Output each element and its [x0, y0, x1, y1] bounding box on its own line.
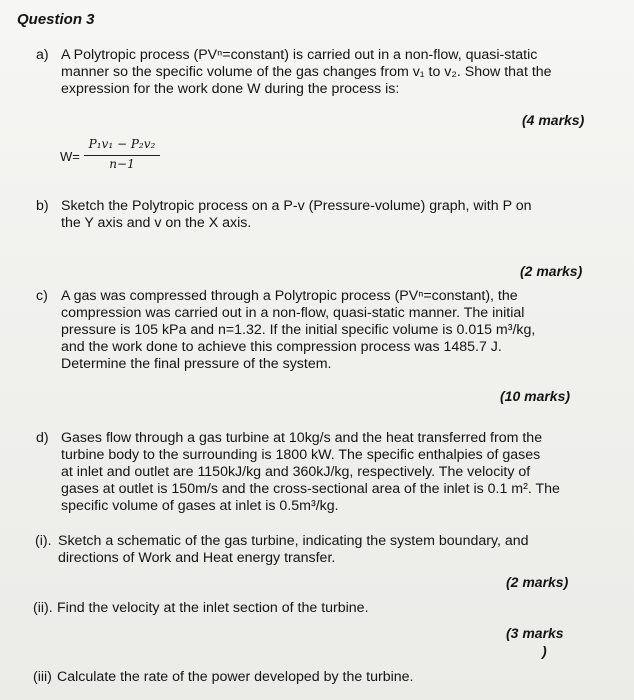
part-d-iii-text: Calculate the rate of the power developed by the turbine. — [57, 669, 414, 685]
formula-denominator: n−1 — [109, 157, 135, 171]
part-d-i-label: (i). — [35, 533, 52, 549]
part-d-i-line-1: Sketch a schematic of the gas turbine, indicating the system boundary, and — [58, 533, 529, 549]
part-d-ii-marks-close: ) — [542, 643, 547, 659]
part-b-text — [61, 198, 621, 232]
part-d-line-4: gases at outlet is 150m/s and the cross-sectional area of the inlet is 0.1 m². The — [61, 481, 560, 497]
part-d-line-3: at inlet and outlet are 1150kJ/kg and 360kJ/kg, respectively. The velocity of — [61, 464, 531, 480]
part-b-label: b) — [36, 198, 49, 214]
part-a-marks: (4 marks) — [522, 112, 585, 128]
part-c-line-5: Determine the final pressure of the system. — [61, 356, 332, 372]
part-d-line-5: specific volume of gases at inlet is 0.5m³/kg. — [61, 498, 339, 514]
part-d-ii-text: Find the velocity at the inlet section of the turbine. — [57, 600, 369, 616]
work-formula — [60, 135, 170, 175]
part-c-line-2: compression was carried out in a non-flow, quasi-static manner. The initial — [61, 305, 525, 321]
part-d-i-text — [58, 533, 618, 567]
part-a-line-3: expression for the work done W during the process is: — [61, 81, 400, 97]
part-c-line-4: and the work done to achieve this compression process was 1485.7 J. — [61, 339, 502, 355]
part-a-text — [61, 47, 621, 98]
part-d-ii-label: (ii). — [33, 600, 53, 616]
part-c-text — [61, 288, 621, 373]
part-d-label: d) — [36, 430, 49, 446]
question-title: Question 3 — [17, 11, 95, 28]
part-d-text — [61, 430, 621, 515]
part-d-line-1: Gases flow through a gas turbine at 10kg/s and the heat transferred from the — [61, 430, 543, 446]
part-d-line-2: turbine body to the surrounding is 1800 kW. The specific enthalpies of gases — [61, 447, 541, 463]
part-c-marks: (10 marks) — [500, 388, 571, 404]
part-d-i-marks: (2 marks) — [506, 574, 569, 590]
part-c-label: c) — [36, 288, 48, 304]
formula-numerator: P₁v₁ − P₂v₂ — [88, 137, 156, 151]
part-b-line-2: the Y axis and v on the X axis. — [61, 215, 252, 231]
part-d-iii-label: (iii) — [33, 669, 52, 685]
part-b-marks: (2 marks) — [520, 263, 583, 279]
part-c-line-3: pressure is 105 kPa and n=1.32. If the initial specific volume is 0.015 m³/kg, — [61, 322, 536, 338]
formula-lhs: W= — [60, 149, 80, 164]
part-d-i-line-2: directions of Work and Heat energy transfer. — [58, 550, 336, 566]
part-d-ii-marks: (3 marks — [506, 625, 564, 641]
part-a-line-2: manner so the specific volume of the gas changes from v₁ to v₂. Show that the — [61, 64, 552, 80]
part-c-line-1: A gas was compressed through a Polytropic process (PVⁿ=constant), the — [61, 288, 518, 304]
part-b-line-1: Sketch the Polytropic process on a P-v (Pressure-volume) graph, with P on — [61, 198, 532, 214]
fraction-bar — [84, 155, 160, 156]
part-a-label: a) — [36, 47, 49, 63]
part-a-line-1: A Polytropic process (PVⁿ=constant) is carried out in a non-flow, quasi-static — [61, 47, 538, 63]
